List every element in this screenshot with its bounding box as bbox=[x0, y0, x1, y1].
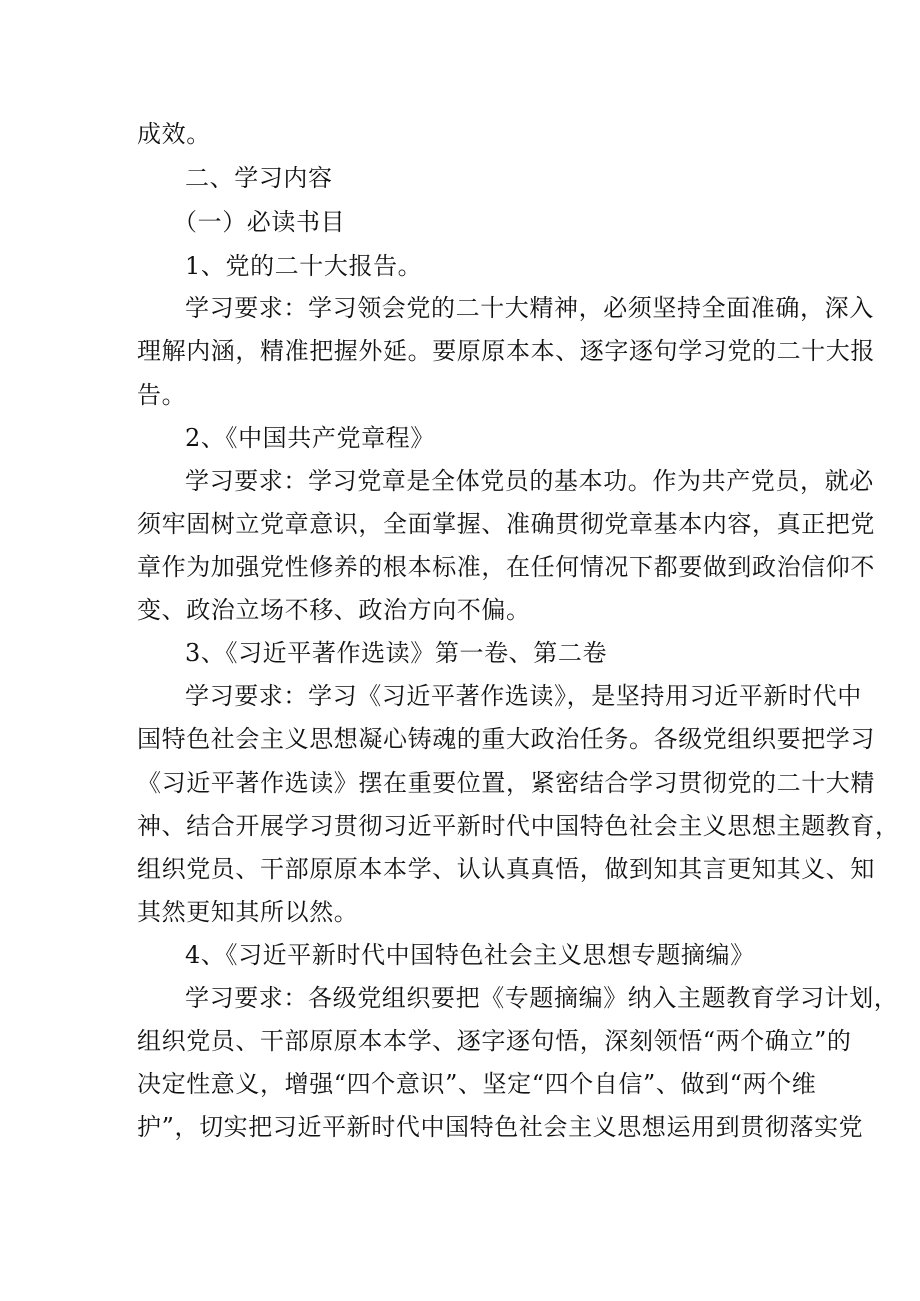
text-line bbox=[0, 119, 920, 149]
paragraph-line bbox=[0, 1112, 920, 1142]
paragraph-line bbox=[0, 983, 920, 1013]
line-text: 须牢固树立党章意识，全面掌握、准确贯彻党章基本内容，真正把党 bbox=[137, 510, 875, 538]
paragraph-line bbox=[0, 293, 920, 323]
line-text: 国特色社会主义思想凝心铸魂的重大政治任务。各级党组织要把学习 bbox=[137, 725, 875, 753]
paragraph-line bbox=[0, 336, 920, 366]
paragraph-line bbox=[0, 854, 920, 884]
line-text: 学习要求：学习党章是全体党员的基本功。作为共产党员，就必 bbox=[185, 467, 874, 495]
line-text: 学习要求：学习《习近平著作选读》，是坚持用习近平新时代中 bbox=[185, 682, 862, 710]
line-text: 告。 bbox=[137, 381, 187, 409]
paragraph-line bbox=[0, 1069, 920, 1099]
list-item-title bbox=[0, 251, 920, 281]
paragraph-line bbox=[0, 595, 920, 625]
line-text: 成效。 bbox=[137, 120, 211, 148]
line-text: 学习要求：各级党组织要把《专题摘编》纳入主题教育学习计划， bbox=[185, 984, 899, 1012]
line-text: 《习近平著作选读》摆在重要位置，紧密结合学习贯彻党的二十大精 bbox=[137, 769, 875, 797]
list-item-title bbox=[0, 940, 920, 970]
item-title-text: 3、《习近平著作选读》第一卷、第二卷 bbox=[185, 639, 608, 667]
section-heading bbox=[0, 163, 920, 193]
paragraph-line bbox=[0, 552, 920, 582]
paragraph-line bbox=[0, 681, 920, 711]
item-title-text: 2、《中国共产党章程》 bbox=[185, 424, 435, 452]
paragraph-line bbox=[0, 897, 920, 927]
paragraph-line bbox=[0, 466, 920, 496]
heading-text: 二、学习内容 bbox=[185, 164, 333, 192]
line-text: 章作为加强党性修养的根本标准，在任何情况下都要做到政治信仰不 bbox=[137, 553, 875, 581]
list-item-title bbox=[0, 638, 920, 668]
list-item-title bbox=[0, 423, 920, 453]
paragraph-line bbox=[0, 380, 920, 410]
subsection-heading bbox=[0, 207, 920, 237]
line-text: 理解内涵，精准把握外延。要原原本本、逐字逐句学习党的二十大报 bbox=[137, 337, 875, 365]
line-text: 护”，切实把习近平新时代中国特色社会主义思想运用到贯彻落实党 bbox=[137, 1113, 864, 1141]
line-text: 变、政治立场不移、政治方向不偏。 bbox=[137, 596, 531, 624]
line-text: 其然更知其所以然。 bbox=[137, 898, 359, 926]
item-title-text: 4、《习近平新时代中国特色社会主义思想专题摘编》 bbox=[185, 941, 755, 969]
paragraph-line bbox=[0, 724, 920, 754]
paragraph-line bbox=[0, 768, 920, 798]
line-text: 神、结合开展学习贯彻习近平新时代中国特色社会主义思想主题教育， bbox=[137, 812, 900, 840]
line-text: 组织党员、干部原原本本学、认认真真悟，做到知其言更知其义、知 bbox=[137, 855, 875, 883]
paragraph-line bbox=[0, 811, 920, 841]
paragraph-line bbox=[0, 509, 920, 539]
subheading-text: （一）必读书目 bbox=[173, 208, 346, 236]
line-text: 学习要求：学习领会党的二十大精神，必须坚持全面准确，深入 bbox=[185, 294, 874, 322]
paragraph-line bbox=[0, 1026, 920, 1056]
line-text: 组织党员、干部原原本本学、逐字逐句悟，深刻领悟“两个确立”的 bbox=[137, 1027, 852, 1055]
item-title-text: 1、党的二十大报告。 bbox=[185, 252, 423, 280]
line-text: 决定性意义，增强“四个意识”、坚定“四个自信”、做到“两个维 bbox=[137, 1070, 817, 1098]
